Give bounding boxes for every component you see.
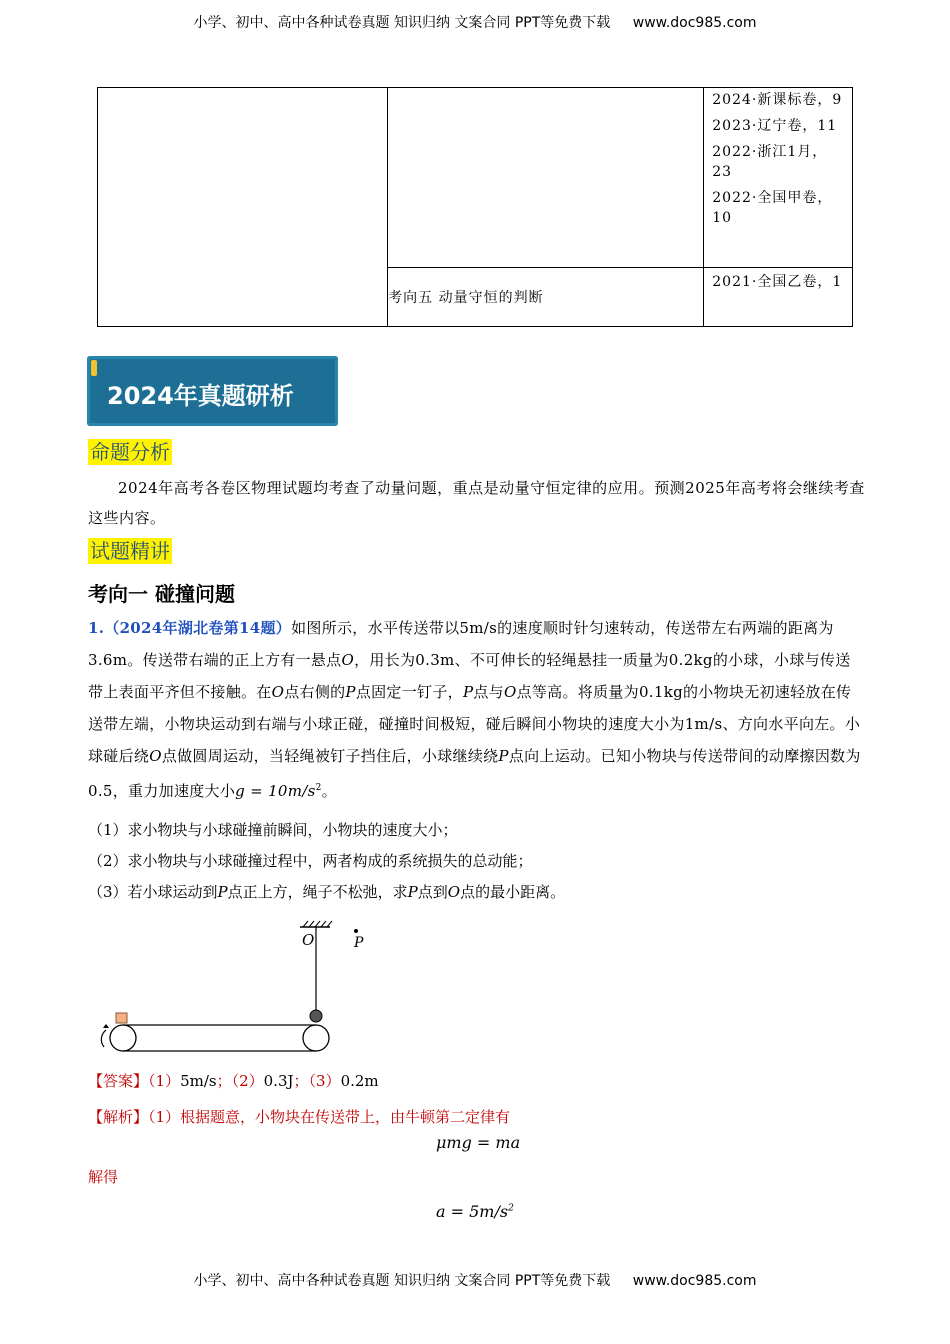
analysis-paragraph: 2024年高考各卷区物理试题均考查了动量问题，重点是动量守恒定律的应用。预测2025年高考将会继续考查这些内容。	[88, 479, 865, 527]
year-item: 2021·全国乙卷，1	[712, 274, 843, 290]
point-o: O	[341, 651, 355, 669]
ceiling-hatch	[300, 921, 332, 927]
question-body: 。传送带右端的正上方有一悬点	[127, 651, 342, 669]
equation-2-exponent: 2	[508, 1203, 514, 1214]
section-banner	[87, 356, 338, 426]
sub-text: 点的最小距离。	[460, 883, 566, 901]
banner-title: 2024年真题研析	[107, 382, 294, 410]
question-body: ，用长为	[354, 651, 416, 669]
question-body: 点做圆周运动，当轻绳被钉子挡住后，小球继续绕	[161, 747, 499, 765]
math-gravity: g = 10m/s	[235, 782, 316, 800]
math-rope: 0.3m	[415, 651, 455, 669]
answer-value-3: 0.2m	[340, 1072, 379, 1090]
question-body: 点与	[473, 683, 504, 701]
header-text: 小学、初中、高中各种试卷真题 知识归纳 文案合同 PPT等免费下载	[193, 15, 611, 31]
right-pulley	[303, 1025, 329, 1051]
year-item: 2023·辽宁卷，11	[712, 118, 838, 134]
ball	[310, 1010, 322, 1022]
left-pulley	[110, 1025, 136, 1051]
question-body: 、不可伸长的轻绳悬挂一质量为0.2kg的小球，小球与传送带上表面平齐但不接触。在	[88, 651, 851, 701]
question-number: 1.	[88, 619, 105, 637]
point-p: P	[407, 883, 418, 901]
sub-question-3	[88, 881, 565, 903]
answer-part: ；（3）	[293, 1072, 341, 1090]
page-footer	[0, 1270, 950, 1290]
explain-label: 试题精讲	[90, 539, 170, 563]
point-o: O	[503, 683, 517, 701]
answer-line	[88, 1070, 379, 1092]
nail-dot	[354, 929, 358, 933]
direction-1-title: 考向一 碰撞问题	[88, 582, 235, 606]
question-body: 点等高。将质量为0.1kg的小物块无初速轻放在传送带左端，小物块运动到右端与小球正碰，碰撞时间极短，碰后瞬间小物块的速度大小为	[88, 683, 852, 733]
point-p: P	[498, 747, 509, 765]
question-body: 、方向水平向左。小球碰后绕	[88, 715, 861, 765]
table-empty-cell	[98, 88, 388, 327]
point-o: O	[149, 747, 162, 765]
question-text	[88, 612, 863, 807]
question-body: 点向上运动。已知小物块与传送带间的动摩擦因数为0.5，重力加速度大小	[88, 747, 861, 800]
solve-label: 解得	[88, 1168, 119, 1186]
equation-1: μmg = ma	[436, 1133, 521, 1152]
year-item: 2022·全国甲卷，10	[712, 190, 833, 226]
math-speed: 1m/s	[684, 715, 723, 733]
equation-2-text: a = 5m/s	[436, 1202, 509, 1221]
year-item: 2022·浙江1月，23	[712, 144, 828, 180]
block	[116, 1013, 127, 1023]
table-years-cell	[704, 268, 853, 327]
exam-reference-table	[97, 87, 853, 327]
analysis-label: 命题分析	[90, 440, 170, 464]
sub-question-1: （1）求小物块与小球碰撞前瞬间，小物块的速度大小；	[88, 821, 458, 839]
question-body: 如图所示，水平传送带以5m/s的速度顺时针匀速转动，传送带左右两端的距离为	[291, 619, 834, 637]
question-source: （2024年湖北卷第14题）	[104, 619, 292, 637]
point-p: P	[217, 883, 228, 901]
table-empty-cell	[388, 88, 704, 268]
sub-text: 点正上方，绳子不松弛，求	[227, 883, 408, 901]
point-p: P	[462, 683, 474, 701]
year-item: 2024·新课标卷，9	[712, 92, 843, 108]
answer-part: （1）	[148, 1072, 181, 1090]
conveyor-figure	[90, 915, 364, 1060]
point-o: O	[271, 683, 285, 701]
label-o: O	[302, 931, 315, 949]
sub-question-2: （2）求小物块与小球碰撞过程中，两者构成的系统损失的总动能；	[88, 852, 533, 870]
table-years-cell	[704, 88, 853, 268]
banner-accent	[91, 360, 97, 376]
analysis-tag: 【解析】	[88, 1108, 149, 1126]
question-body: 。	[321, 782, 337, 800]
rotation-arrow	[101, 1030, 106, 1047]
footer-text: 小学、初中、高中各种试卷真题 知识归纳 文案合同 PPT等免费下载	[193, 1273, 611, 1289]
equation-2	[436, 1202, 514, 1221]
analysis-line	[88, 1106, 510, 1128]
answer-value-2: 0.3J	[263, 1072, 294, 1090]
direction-5-cell: 考向五 动量守恒的判断	[388, 268, 704, 327]
answer-value-1: 5m/s	[180, 1072, 217, 1090]
header-url[interactable]: www.doc985.com	[632, 15, 757, 31]
label-p: P	[354, 935, 364, 951]
question-body: 点固定一钉子，	[355, 683, 463, 701]
point-o: O	[447, 883, 461, 901]
answer-tag: 【答案】	[88, 1072, 149, 1090]
sub-text: 点到	[417, 883, 448, 901]
answer-part: ；（2）	[216, 1072, 264, 1090]
math-exponent: 2	[315, 783, 322, 793]
point-p: P	[345, 683, 356, 701]
analysis-text: （1）根据题意，小物块在传送带上，由牛顿第二定律有	[148, 1108, 511, 1126]
question-body: 点右侧的	[284, 683, 346, 701]
math-length: 3.6m	[88, 651, 128, 669]
page-header	[0, 12, 950, 32]
sub-text: （3）若小球运动到	[88, 883, 218, 901]
footer-url[interactable]: www.doc985.com	[632, 1273, 757, 1289]
